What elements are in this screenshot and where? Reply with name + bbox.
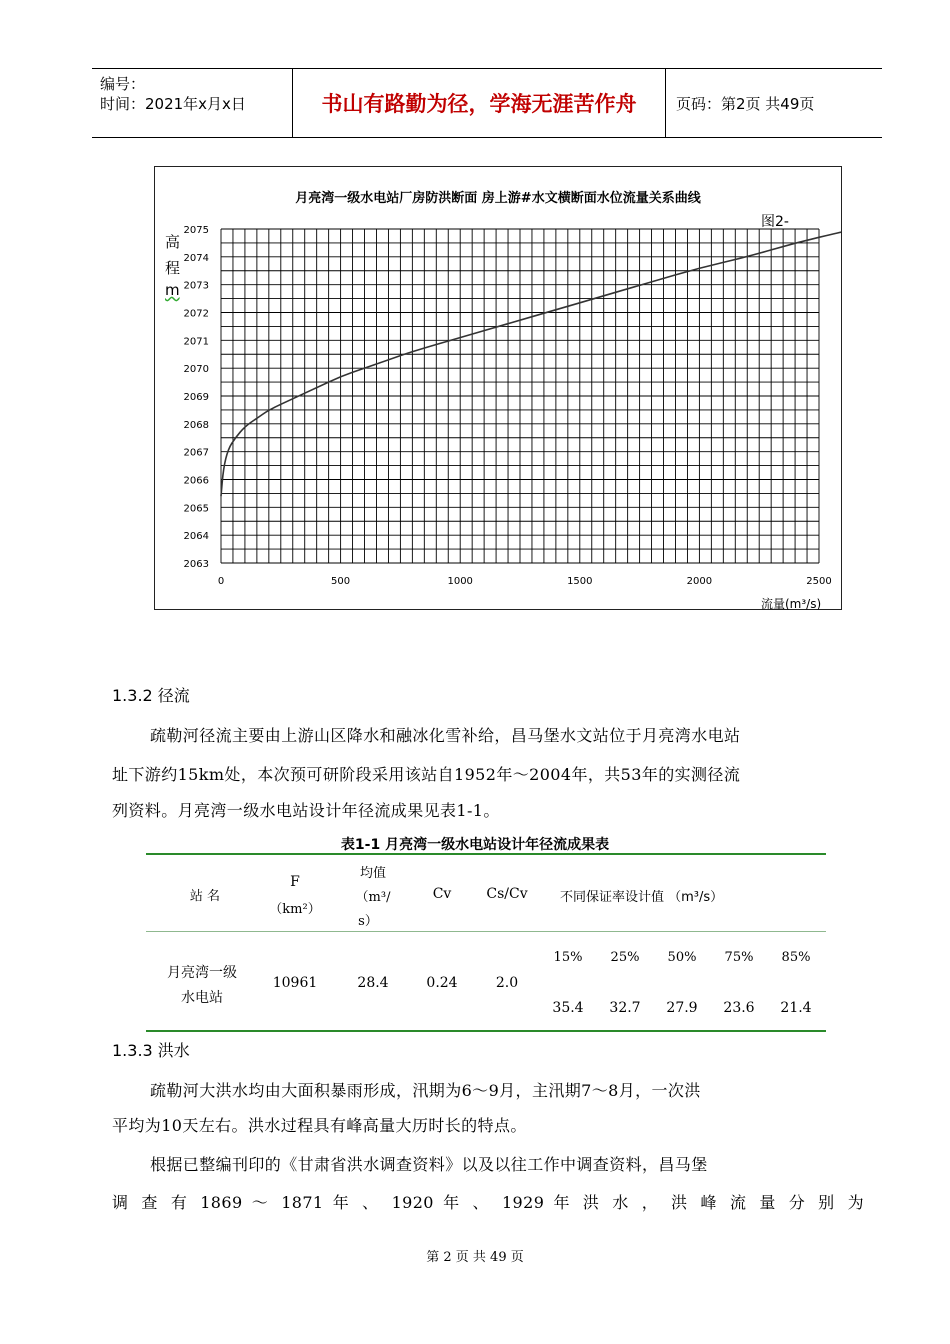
y-tick-label: 2073 [183,280,209,292]
td-station-2: 水电站 [181,990,223,1006]
th-cv: Cv [432,886,452,902]
x-tick-label: 1500 [567,576,593,587]
header-page-info: 页码：第2页 共49页 [676,95,815,113]
chart-title: 月亮湾一级水电站厂房防洪断面 房上游#水文横断面水位流量关系曲线 [295,191,701,206]
x-tick-label: 2500 [806,576,832,587]
table-bottom-rule [146,1030,826,1032]
paragraph-line: 疏勒河大洪水均由大面积暴雨形成，汛期为6～9月，主汛期7～8月，一次洪 [150,1081,701,1100]
stage-discharge-curve [221,232,841,496]
td-design-value: 35.4 [552,1000,584,1016]
y-tick-label: 2068 [183,419,209,431]
paragraph-line: 疏勒河径流主要由上游山区降水和融冰化雪补给，昌马堡水文站位于月亮湾水电站 [150,726,741,745]
y-tick-label: 2070 [183,364,209,376]
y-tick-label: 2072 [183,308,209,320]
y-tick-label: 2063 [183,559,209,570]
td-design-value: 21.4 [780,1000,812,1016]
td-percent: 15% [553,950,583,965]
th-cscv: Cs/Cv [486,886,528,902]
section-heading-runoff: 1.3.2 径流 [112,686,190,705]
th-area: F [290,874,300,890]
th-area-unit: （km²） [269,902,321,917]
th-mean-unit: （m³/ [355,890,391,905]
td-cscv: 2.0 [495,975,519,991]
header-divider [665,69,666,137]
th-station: 站 名 [189,889,221,904]
td-design-value: 23.6 [723,1000,755,1016]
y-tick-label: 2066 [183,475,209,487]
y-axis-label-1: 高 [165,233,181,251]
paragraph-line: 根据已整编刊印的《甘肃省洪水调查资料》以及以往工作中调查资料，昌马堡 [150,1155,708,1174]
x-tick-label: 2000 [686,576,713,587]
paragraph-line: 调 查 有 1869 ～ 1871 年 、 1920 年 、 1929 年 洪 水 ， 洪 峰 流 量 分 别 为 [112,1193,864,1212]
y-tick-label: 2065 [183,503,209,515]
figure-label: 图2- [761,214,789,230]
x-axis-label: 流量(m³/s) [761,597,822,611]
th-mean: 均值 [359,866,386,881]
td-station-1: 月亮湾一级 [167,965,237,981]
td-design-value: 27.9 [666,1000,698,1016]
td-percent: 25% [610,950,640,965]
y-tick-label: 2074 [183,252,209,264]
th-mean-unit2: s） [358,914,378,929]
section-heading-flood: 1.3.3 洪水 [112,1041,190,1060]
table-header-rule [146,931,826,932]
y-tick-label: 2064 [183,531,209,543]
y-tick-label: 2071 [183,336,209,348]
y-axis-label-2: 程 [165,259,181,277]
number-label: 编号： [100,75,146,93]
chart-frame [154,166,842,610]
x-tick-label: 500 [331,576,351,587]
y-tick-label: 2069 [183,392,209,403]
x-tick-label: 0 [217,576,225,587]
table-top-rule [146,853,826,855]
paragraph-line: 平均为10天左右。洪水过程具有峰高量大历时长的特点。 [112,1116,527,1135]
td-design-value: 32.7 [609,1000,641,1016]
page-footer: 第 2 页 共 49 页 [426,1250,524,1265]
td-percent: 75% [724,950,754,965]
header-motto: 书山有路勤为径，学海无涯苦作舟 [321,91,637,116]
td-mean: 28.4 [357,975,389,991]
y-tick-label: 2067 [183,447,209,459]
td-cv: 0.24 [426,975,458,991]
td-area: 10961 [272,975,318,991]
x-tick-label: 1000 [447,576,473,587]
th-design-values: 不同保证率设计值 （m³/s） [560,890,724,905]
table-caption: 表1-1 月亮湾一级水电站设计年径流成果表 [340,837,610,853]
td-percent: 85% [781,950,811,965]
paragraph-line: 址下游约15km处，本次预可研阶段采用该站自1952年～2004年，共53年的实测径流 [112,765,741,784]
chart-plot [155,167,841,609]
page-header [92,68,882,138]
y-tick-label: 2075 [183,225,209,236]
y-axis-label-3: m [165,281,180,299]
td-percent: 50% [667,950,697,965]
paragraph-line: 列资料。月亮湾一级水电站设计年径流成果见表1-1。 [112,801,500,820]
time-label: 时间：2021年x月x日 [100,95,246,113]
header-meta [92,69,292,137]
